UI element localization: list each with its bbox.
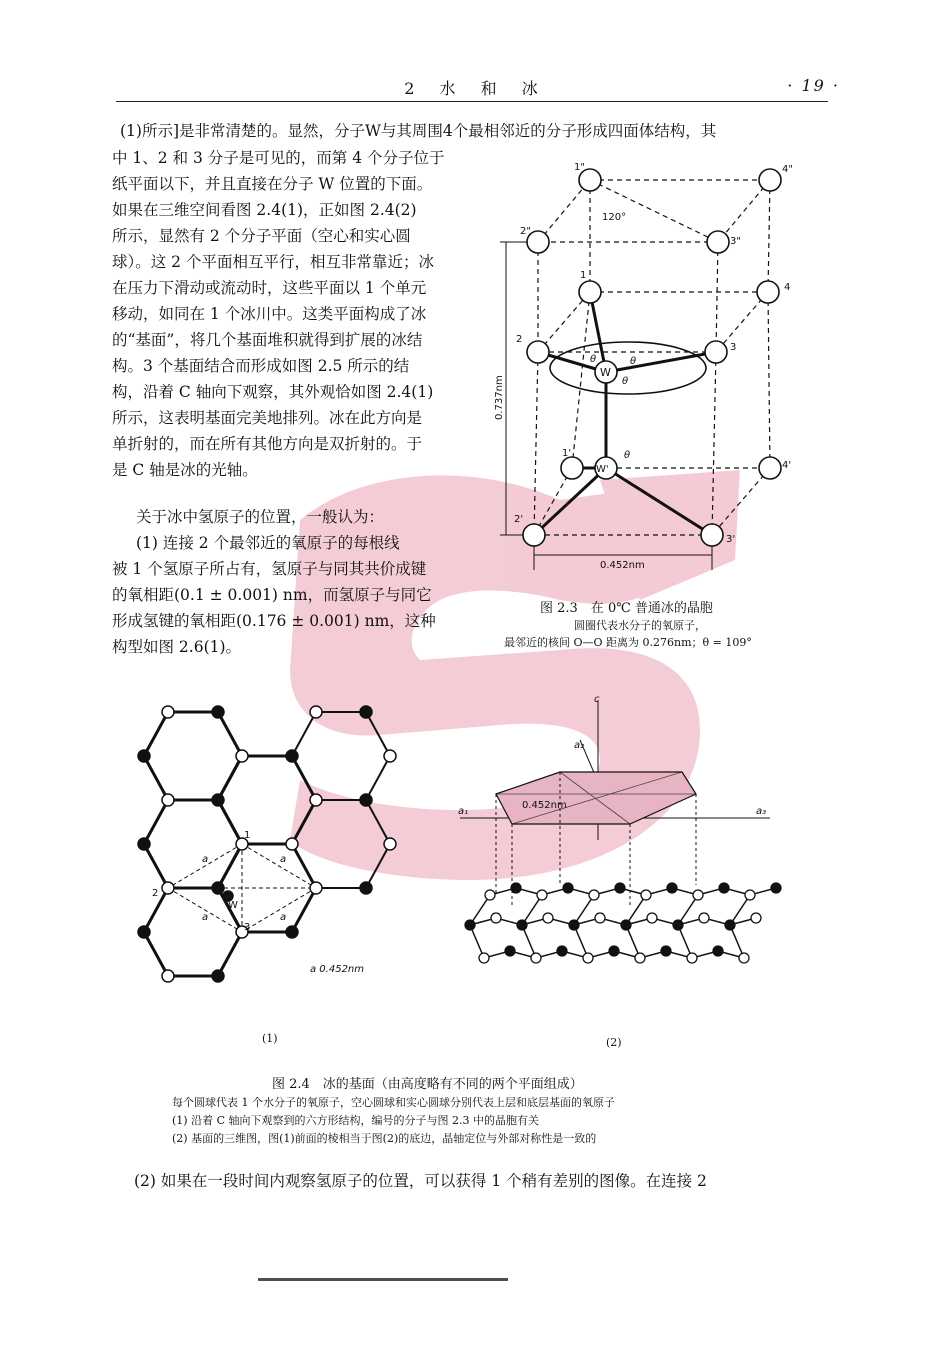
- intro-line: (1)所示]是非常清楚的。显然，分子W与其周围4个最相邻近的分子形成四面体结构，其: [120, 122, 717, 140]
- page-number: · 19 ·: [787, 76, 840, 95]
- point1-line: 被 1 个氢原子所占有，氢原子与同其共价成键: [112, 560, 427, 578]
- label-theta: θ: [622, 376, 629, 387]
- figure-2-3-unit-cell: [490, 150, 830, 590]
- left-line: 所示，显然有 2 个分子平面（空心和实心圆: [112, 227, 411, 245]
- label-4: 4: [784, 282, 791, 293]
- hex-label-1: 1: [244, 830, 251, 841]
- hex-label-3: 3: [244, 922, 251, 933]
- label-w: W: [600, 366, 611, 379]
- figure-2-3-caption-title: 图 2.3 在 0℃ 普通冰的晶胞: [540, 601, 713, 616]
- figure-2-4-caption-line3: (2) 基面的三维图，图(1)前面的棱相当于图(2)的底边，晶轴定位与外部对称性是一致的: [172, 1132, 597, 1145]
- left-line: 是 C 轴是冰的光轴。: [112, 461, 258, 479]
- axis-label-a2: a₂: [574, 740, 585, 751]
- label-1p: 1': [562, 448, 572, 459]
- plane-dimension: 0.452nm: [522, 800, 567, 811]
- point2-line: (2) 如果在一段时间内观察氢原子的位置，可以获得 1 个稍有差别的图像。在连接 2: [134, 1172, 707, 1190]
- label-width: 0.452nm: [600, 560, 645, 571]
- left-line: 在压力下滑动或流动时，这些平面以 1 个单元: [112, 279, 427, 297]
- figure-2-4-caption-line2: (1) 沿着 C 轴向下观察到的六方形结构，编号的分子与图 2.3 中的晶胞有关: [172, 1114, 539, 1127]
- point1-line: 构型如图 2.6(1)。: [112, 638, 242, 656]
- hex-label-a: a: [202, 912, 209, 923]
- figure-2-4-sub1-label: (1): [262, 1032, 278, 1045]
- label-4dd: 4": [782, 164, 793, 175]
- label-w-prime: W': [596, 464, 609, 475]
- label-height: 0.737nm: [494, 375, 505, 420]
- label-3p: 3': [726, 534, 736, 545]
- label-3dd: 3": [730, 236, 741, 247]
- left-line: 移动，如同在 1 个冰川中。这类平面构成了冰: [112, 305, 427, 323]
- axis-label-a1: a₁: [458, 806, 469, 817]
- header-rule: [116, 101, 828, 102]
- label-1dd: 1": [574, 162, 585, 173]
- point1-line: (1) 连接 2 个最邻近的氧原子的每根线: [136, 534, 400, 552]
- point1-block: [112, 530, 436, 660]
- figure-2-4-hexagon-net: [120, 700, 440, 1000]
- label-theta: θ: [630, 356, 637, 367]
- label-theta: θ: [624, 450, 631, 461]
- figure-2-4-sub2-label: (2): [606, 1036, 622, 1049]
- footer-smudge: [258, 1278, 508, 1281]
- figure-2-4-caption-line1: 每个圆球代表 1 个水分子的氧原子，空心圆球和实心圆球分别代表上层和底层基面的氧原子: [172, 1096, 615, 1109]
- label-theta: θ: [590, 354, 597, 365]
- figure-2-4-caption-title: 图 2.4 冰的基面（由高度略有不同的两个平面组成）: [272, 1077, 583, 1092]
- point1-line: 形成氢键的氧相距(0.176 ± 0.001) nm，这种: [112, 612, 436, 630]
- figure-2-3-caption-line2: 最邻近的核间 O—O 距离为 0.276nm；θ = 109°: [504, 636, 752, 649]
- left-line: 如果在三维空间看图 2.4(1)，正如图 2.4(2): [112, 201, 417, 219]
- running-header-title: 2 水 和 冰: [404, 79, 548, 98]
- hydrogen-intro: 关于冰中氢原子的位置，一般认为：: [136, 508, 385, 526]
- label-1: 1: [580, 270, 587, 281]
- left-line: 构，沿着 C 轴向下观察，其外观恰如图 2.4(1): [112, 383, 434, 401]
- hex-label-a: a: [202, 854, 209, 865]
- left-line: 所示，这表明基面完美地排列。冰在此方向是: [112, 409, 423, 427]
- figure-2-4-basal-plane-3d: [450, 690, 810, 1000]
- figure-2-3-caption-line1: 圆圈代表水分子的氧原子，: [574, 619, 706, 632]
- left-line: 球）。这 2 个平面相互平行，相互非常靠近；冰: [112, 253, 434, 271]
- left-line: 单折射的，而在所有其他方向是双折射的。于: [112, 435, 423, 453]
- label-angle: 120°: [602, 212, 627, 223]
- axis-label-a3: a₃: [756, 806, 767, 817]
- hex-a-note: a 0.452nm: [310, 964, 365, 975]
- left-line: 中 1、2 和 3 分子是可见的，而第 4 个分子位于: [112, 149, 445, 167]
- label-4p: 4': [782, 460, 792, 471]
- label-2: 2: [516, 334, 523, 345]
- point1-line: 的氧相距(0.1 ± 0.001) nm，而氢原子与同它: [112, 586, 432, 604]
- left-column: [112, 145, 445, 483]
- left-line: 构。3 个基面结合而形成如图 2.5 所示的结: [112, 357, 410, 375]
- label-3: 3: [730, 342, 737, 353]
- left-line: 纸平面以下，并且直接在分子 W 位置的下面。: [112, 175, 433, 193]
- left-line: 的“基面”，将几个基面堆积就得到扩展的冰结: [112, 331, 423, 349]
- hex-label-a: a: [280, 912, 287, 923]
- hex-label-w: W: [228, 900, 238, 911]
- axis-label-c: c: [594, 694, 600, 705]
- label-2dd: 2": [520, 226, 531, 237]
- hex-label-a: a: [280, 854, 287, 865]
- hex-label-2: 2: [152, 888, 159, 899]
- label-2p: 2': [514, 514, 524, 525]
